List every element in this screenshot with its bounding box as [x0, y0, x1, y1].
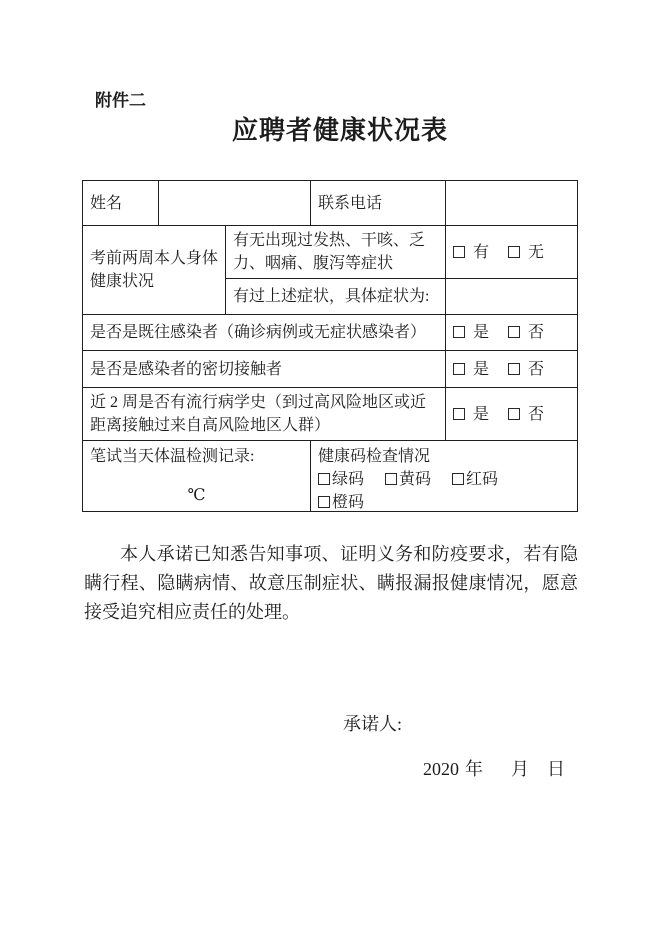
symptom-options-cell	[446, 226, 578, 279]
promiser-label: 承诺人:	[343, 714, 403, 734]
option-label-no: 否	[528, 360, 545, 378]
table-row-close-contact	[83, 351, 578, 388]
name-label-cell: 姓名	[83, 181, 159, 226]
option-label-no: 否	[528, 405, 545, 423]
date-year-unit: 年	[465, 759, 483, 779]
epidemiology-options-cell	[446, 388, 578, 441]
phone-label-cell: 联系电话	[311, 181, 446, 226]
checkbox-yes[interactable]	[453, 363, 465, 375]
health-code-label: 健康码检查情况	[318, 448, 431, 465]
table-row-epidemiology	[83, 388, 578, 441]
health-code-option-green: 绿码	[318, 471, 364, 488]
table-row-name-phone	[83, 181, 578, 226]
checkbox-no[interactable]	[508, 326, 520, 338]
option-label-no: 否	[528, 324, 545, 341]
option-label-yes: 是	[473, 405, 490, 423]
question-cell: 是否是感染者的密切接触者	[83, 351, 446, 388]
declaration-paragraph: 本人承诺已知悉告知事项、证明义务和防疫要求，若有隐瞒行程、隐瞒病情、故意压制症状、瞒报漏报健康情况，愿意接受追究相应责任的处理。	[84, 544, 578, 622]
checkbox-symptom-yes[interactable]	[453, 246, 465, 258]
checkbox-symptom-no[interactable]	[508, 246, 520, 258]
close-contact-options-cell	[446, 351, 578, 388]
prior-infection-options-cell	[446, 315, 578, 351]
checkbox-red-code[interactable]	[452, 473, 464, 485]
health-form-table	[82, 180, 578, 512]
health-code-option-orange: 橙码	[318, 494, 364, 511]
name-input-cell[interactable]	[159, 181, 311, 226]
table-row-temperature-healthcode	[83, 441, 578, 512]
attachment-label: 附件二	[95, 91, 146, 110]
symptom-detail-label-cell: 有过上述症状，具体症状为:	[226, 279, 446, 315]
symptom-question-cell: 有无出现过发热、干咳、乏力、咽痛、腹泻等症状	[226, 226, 446, 279]
health-code-option-yellow: 黄码	[385, 471, 431, 488]
table-row-symptoms	[83, 226, 578, 279]
checkbox-no[interactable]	[508, 363, 520, 375]
checkbox-yes[interactable]	[453, 326, 465, 338]
temperature-cell	[83, 441, 311, 512]
date-day-unit: 日	[547, 759, 565, 779]
temperature-label: 笔试当天体温检测记录:	[90, 448, 255, 465]
health-code-options	[318, 468, 570, 514]
temperature-unit: ℃	[187, 487, 206, 504]
health-code-cell	[311, 441, 578, 512]
checkbox-yes[interactable]	[453, 408, 465, 420]
checkbox-orange-code[interactable]	[318, 496, 330, 508]
checkbox-no[interactable]	[508, 408, 520, 420]
option-label-yes: 是	[473, 360, 490, 378]
question-cell: 是否是既往感染者（确诊病例或无症状感染者）	[83, 315, 446, 351]
date-month-unit: 月	[511, 759, 529, 779]
option-label-yes: 有	[473, 243, 490, 261]
phone-input-cell[interactable]	[446, 181, 578, 226]
health-section-label-cell: 考前两周本人身体健康状况	[83, 226, 226, 315]
option-label-yes: 是	[473, 324, 490, 341]
checkbox-green-code[interactable]	[318, 473, 330, 485]
health-code-option-red: 红码	[452, 471, 498, 488]
date-year: 2020	[423, 759, 459, 779]
date-line	[423, 755, 565, 781]
table-row-prior-infection	[83, 315, 578, 351]
checkbox-yellow-code[interactable]	[385, 473, 397, 485]
option-label-no: 无	[528, 243, 545, 261]
symptom-detail-input-cell[interactable]	[446, 279, 578, 315]
question-cell: 近 2 周是否有流行病学史（到过高风险地区或近距离接触过来自高风险地区人群）	[83, 388, 446, 441]
page-title: 应聘者健康状况表	[231, 116, 448, 145]
